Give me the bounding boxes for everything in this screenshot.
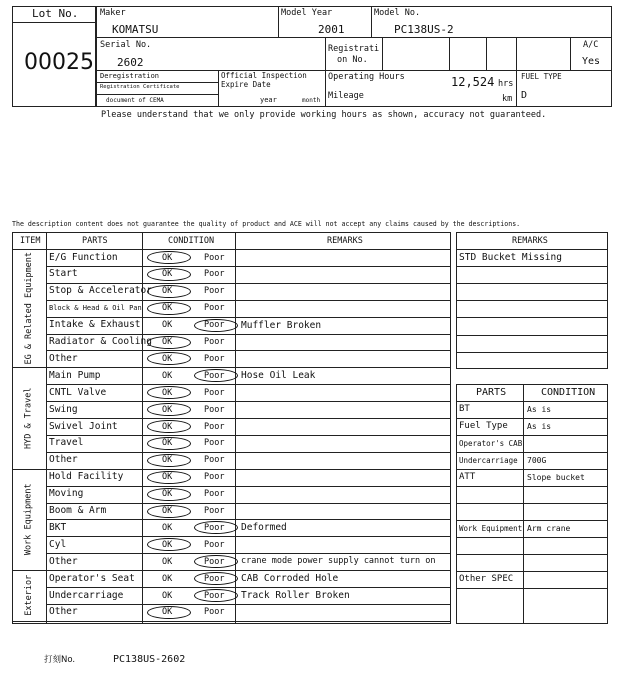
- right-part-condition: Arm crane: [527, 524, 571, 533]
- poor-option[interactable]: Poor: [204, 522, 225, 533]
- ac-label: A/C: [583, 40, 599, 50]
- ok-option[interactable]: OK: [162, 337, 173, 347]
- part-name: Block & Head & Oil Pan: [49, 303, 142, 312]
- selected-condition-circle: [147, 606, 191, 619]
- registration-certificate-label: Registration Certificate: [100, 84, 180, 90]
- model-no-label: Model No.: [374, 8, 421, 18]
- selected-condition-circle: [147, 454, 191, 467]
- part-name: Intake & Exhaust: [49, 319, 141, 331]
- condition-header: CONDITION: [168, 236, 215, 246]
- part-name: Operator's Seat: [49, 572, 135, 584]
- month-label: month: [302, 97, 321, 104]
- part-name: Undercarriage: [49, 589, 124, 601]
- right-part-condition: 700G: [527, 456, 547, 465]
- selected-condition-circle: [147, 471, 191, 484]
- ok-option[interactable]: OK: [162, 252, 173, 263]
- engraving-label: 打刻No.: [44, 655, 76, 665]
- inspection-label-2: Expire Date: [221, 80, 271, 89]
- remark-text: Muffler Broken: [241, 319, 322, 331]
- item-group-label: Exterior: [23, 575, 34, 617]
- ok-option[interactable]: OK: [162, 438, 173, 449]
- selected-condition-circle: [147, 420, 191, 433]
- km-label: km: [502, 94, 513, 104]
- deregistration-label: Deregistration: [100, 72, 160, 80]
- ok-option[interactable]: OK: [162, 522, 173, 533]
- inspection-label-1: Official Inspection: [221, 71, 307, 80]
- right-part-condition: Slope bucket: [527, 473, 585, 482]
- right-remarks-header: REMARKS: [512, 236, 548, 246]
- model-year-label: Model Year: [281, 8, 333, 18]
- part-name: CNTL Valve: [49, 386, 107, 398]
- selected-condition-circle: [147, 505, 191, 518]
- selected-condition-circle: [147, 285, 191, 298]
- part-name: Hold Facility: [49, 471, 124, 483]
- ok-option[interactable]: OK: [162, 590, 173, 601]
- remark-text: CAB Corroded Hole: [241, 573, 339, 585]
- ok-option[interactable]: OK: [162, 286, 173, 297]
- right-part-condition: As is: [527, 422, 552, 431]
- poor-option[interactable]: Poor: [204, 506, 225, 516]
- ok-option[interactable]: OK: [162, 573, 173, 584]
- selected-condition-circle: [147, 336, 191, 349]
- poor-option[interactable]: Poor: [204, 303, 225, 314]
- poor-option[interactable]: Poor: [204, 472, 225, 483]
- selected-condition-circle: [147, 302, 191, 315]
- ok-option[interactable]: OK: [162, 489, 173, 500]
- disclaimer: The description content does not guarantee the quality of product and ACE will not accept any claims caused by the descriptions.: [12, 220, 521, 228]
- ac-value: Yes: [582, 56, 601, 67]
- right-part-name: ATT: [459, 472, 476, 482]
- poor-option[interactable]: Poor: [204, 489, 225, 500]
- right-part-name: Fuel Type: [459, 421, 508, 431]
- ok-option[interactable]: OK: [162, 370, 173, 381]
- right-condition-header: CONDITION: [541, 387, 596, 398]
- part-name: Main Pump: [49, 369, 101, 381]
- ok-option[interactable]: OK: [162, 320, 173, 331]
- hrs-label: hrs: [498, 79, 514, 89]
- item-header: ITEM: [20, 236, 41, 246]
- part-name: Start: [49, 268, 78, 280]
- fuel-type-label: FUEL TYPE: [521, 72, 562, 81]
- remarks-header: REMARKS: [327, 236, 363, 246]
- selected-condition-circle: [147, 268, 191, 281]
- model-year-value: 2001: [318, 23, 345, 36]
- part-name: BKT: [49, 521, 67, 533]
- remark-text: Hose Oil Leak: [241, 370, 316, 382]
- poor-option[interactable]: Poor: [204, 607, 225, 618]
- mileage-label: Mileage: [328, 91, 364, 101]
- part-name: Radiator & Cooling: [49, 336, 152, 347]
- model-no-value: PC138US-2: [394, 23, 454, 36]
- poor-option[interactable]: Poor: [204, 438, 225, 449]
- poor-option[interactable]: Poor: [204, 404, 225, 415]
- selected-condition-circle: [194, 319, 238, 332]
- part-name: Travel: [49, 437, 84, 449]
- part-name: E/G Function: [49, 251, 118, 263]
- poor-option[interactable]: Poor: [204, 269, 225, 280]
- engraving-value: PC138US-2602: [113, 654, 186, 665]
- item-group-label: EG & Related Equipment: [23, 252, 34, 365]
- part-name: Other: [49, 555, 78, 567]
- poor-option[interactable]: Poor: [204, 455, 225, 466]
- selected-condition-circle: [194, 589, 238, 602]
- ok-option[interactable]: OK: [162, 472, 173, 483]
- selected-condition-circle: [147, 403, 191, 416]
- part-name: Other: [49, 454, 78, 466]
- selected-condition-circle: [147, 437, 191, 450]
- right-part-name: Other SPEC: [459, 574, 514, 584]
- part-name: Boom & Arm: [49, 505, 107, 516]
- poor-option[interactable]: Poor: [204, 370, 225, 381]
- maker-value: KOMATSU: [112, 23, 159, 36]
- right-part-name: Undercarriage: [459, 456, 518, 465]
- poor-option[interactable]: Poor: [204, 539, 225, 550]
- part-name: Moving: [49, 488, 84, 500]
- part-name: Cyl: [49, 538, 67, 550]
- poor-option[interactable]: Poor: [204, 286, 225, 297]
- maker-label: Maker: [100, 8, 126, 18]
- poor-option[interactable]: Poor: [204, 252, 225, 263]
- poor-option[interactable]: Poor: [204, 387, 225, 398]
- selected-condition-circle: [147, 251, 191, 264]
- part-name: Other: [49, 606, 78, 618]
- remark-text: Deformed: [241, 522, 287, 534]
- operating-hours-label: Operating Hours: [328, 72, 405, 82]
- fuel-type-value: D: [521, 90, 528, 101]
- selected-condition-circle: [147, 488, 191, 501]
- right-remark-line: STD Bucket Missing: [459, 252, 562, 263]
- cema-label: document of CEMA: [106, 97, 164, 104]
- poor-option[interactable]: Poor: [204, 573, 225, 584]
- year-label: year: [260, 96, 277, 104]
- remark-text: Track Roller Broken: [241, 590, 350, 601]
- ok-option[interactable]: OK: [162, 506, 173, 516]
- part-name: Swing: [49, 403, 78, 415]
- item-group-label: Work Equipment: [23, 483, 34, 556]
- hours-note: Please understand that we only provide working hours as shown, accuracy not guaranteed.: [101, 110, 547, 120]
- ok-option[interactable]: OK: [162, 404, 173, 415]
- lot-no-value: 00025: [24, 50, 94, 75]
- poor-option[interactable]: Poor: [204, 590, 225, 601]
- lot-no-label: Lot No.: [32, 7, 79, 20]
- part-name: Other: [49, 352, 78, 364]
- selected-condition-circle: [194, 572, 238, 585]
- part-name: Stop & Accelerator: [49, 285, 152, 297]
- right-part-name: Work Equipment: [459, 524, 523, 533]
- ok-option[interactable]: OK: [162, 303, 173, 314]
- ok-option[interactable]: OK: [162, 556, 173, 567]
- ok-option[interactable]: OK: [162, 455, 173, 466]
- ok-option[interactable]: OK: [162, 607, 173, 618]
- right-part-name: BT: [459, 404, 470, 414]
- item-group-label: HYD & Travel: [23, 387, 34, 449]
- part-name: Swivel Joint: [49, 420, 118, 432]
- ok-option[interactable]: OK: [162, 353, 173, 364]
- right-part-name: Operator's CAB: [459, 439, 523, 448]
- poor-option[interactable]: Poor: [204, 556, 225, 567]
- right-parts-header: PARTS: [476, 387, 507, 398]
- poor-option[interactable]: Poor: [204, 337, 225, 347]
- ok-option[interactable]: OK: [162, 421, 173, 432]
- ok-option[interactable]: OK: [162, 539, 173, 550]
- right-part-condition: As is: [527, 405, 552, 414]
- poor-option[interactable]: Poor: [204, 353, 225, 364]
- poor-option[interactable]: Poor: [204, 320, 225, 331]
- registration-no-label-2: on No.: [337, 55, 368, 65]
- ok-option[interactable]: OK: [162, 387, 173, 398]
- serial-no-label: Serial No.: [100, 40, 152, 50]
- registration-no-label-1: Registrati: [328, 44, 380, 54]
- poor-option[interactable]: Poor: [204, 421, 225, 432]
- remark-text: crane mode power supply cannot turn on: [241, 556, 436, 567]
- operating-hours-value: 12,524: [451, 75, 495, 89]
- serial-no-value: 2602: [117, 56, 144, 69]
- parts-header: PARTS: [82, 236, 108, 246]
- ok-option[interactable]: OK: [162, 269, 173, 280]
